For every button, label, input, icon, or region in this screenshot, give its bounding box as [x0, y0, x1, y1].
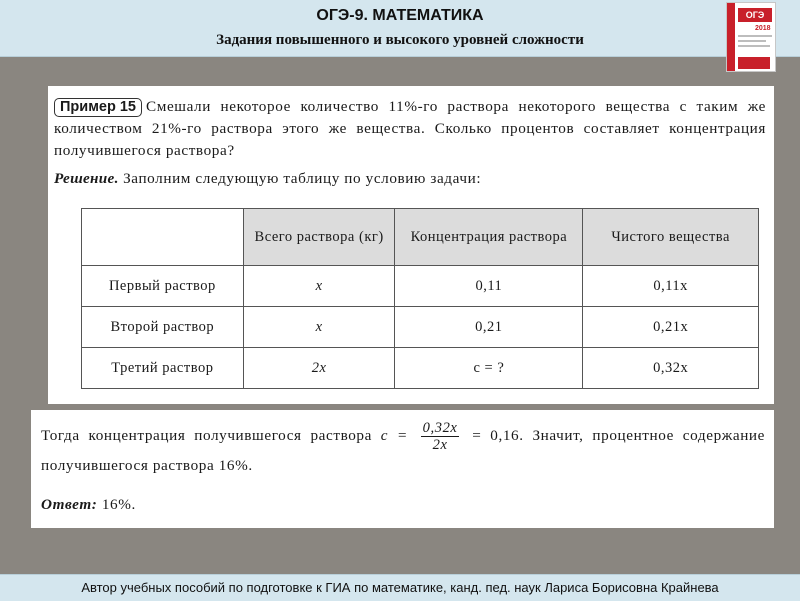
slide-title: ОГЭ-9. МАТЕМАТИКА: [316, 7, 484, 24]
fraction-denominator: 2x: [432, 437, 448, 453]
book-badge: [738, 57, 770, 69]
table-row: [82, 307, 759, 348]
solution-text: Заполним следующую таблицу по условию задачи:: [123, 170, 482, 187]
table-cell: 0,32x: [583, 348, 759, 389]
table-cell: Третий раствор: [82, 348, 244, 389]
table-cell: x: [243, 266, 395, 307]
solution-line: [54, 170, 766, 188]
book-text-line: [738, 40, 766, 42]
slide-subtitle: Задания повышенного и высокого уровней сложности: [216, 32, 584, 48]
answer-label: Ответ:: [41, 496, 98, 513]
table-header-cell: Всего раствора (кг): [243, 209, 395, 266]
table-cell: 0,21x: [583, 307, 759, 348]
conclusion-card: [31, 410, 774, 528]
problem-card: [48, 86, 774, 404]
table-cell: c = ?: [395, 348, 583, 389]
example-tag: Пример 15: [54, 98, 142, 117]
problem-text: Смешали некоторое количество 11%-го раствора некоторого вещества с таким же количеством 21%-го раствора этого же вещества. Сколько процентов составляет концентрация получившегося раствора?: [54, 98, 766, 159]
answer-value: 16%.: [101, 496, 136, 513]
table-row: [82, 266, 759, 307]
book-spine-band: [727, 3, 735, 72]
solution-table: [81, 208, 759, 389]
slide-header: [0, 0, 800, 57]
table-header-cell: Концентрация раствора: [395, 209, 583, 266]
table-cell: x: [243, 307, 395, 348]
table-cell: 0,11: [395, 266, 583, 307]
book-text-line: [738, 35, 772, 37]
table-cell: 0,11x: [583, 266, 759, 307]
table-header-cell: Чистого вещества: [583, 209, 759, 266]
table-cell: Первый раствор: [82, 266, 244, 307]
table-cell: 2x: [243, 348, 395, 389]
book-text-line: [738, 45, 770, 47]
table-cell: 0,21: [395, 307, 583, 348]
footer-author-text: Автор учебных пособий по подготовке к ГИА по математике, канд. пед. наук Лариса Борисовна Крайнева: [81, 580, 719, 595]
answer-line: [41, 496, 136, 514]
slide-footer: [0, 574, 800, 601]
problem-statement: [54, 96, 766, 162]
book-logo: ОГЭ: [738, 8, 772, 22]
table-row: [82, 348, 759, 389]
solution-label: Решение.: [54, 170, 119, 187]
book-year: 2018: [755, 25, 771, 32]
concentration-variable: c =: [380, 426, 408, 444]
book-cover-image: [726, 2, 776, 72]
table-cell: Второй раствор: [82, 307, 244, 348]
table-header-row: [82, 209, 759, 266]
fraction: [421, 420, 460, 453]
fraction-numerator: 0,32x: [422, 420, 458, 436]
conclusion-text: Тогда концентрация получившегося раствора c = $\frac{0,32x}{2x}$ = 0,16. Значит, процентное содержание получившегося раствора 16%.: [41, 420, 765, 474]
table-header-cell: [82, 209, 244, 266]
